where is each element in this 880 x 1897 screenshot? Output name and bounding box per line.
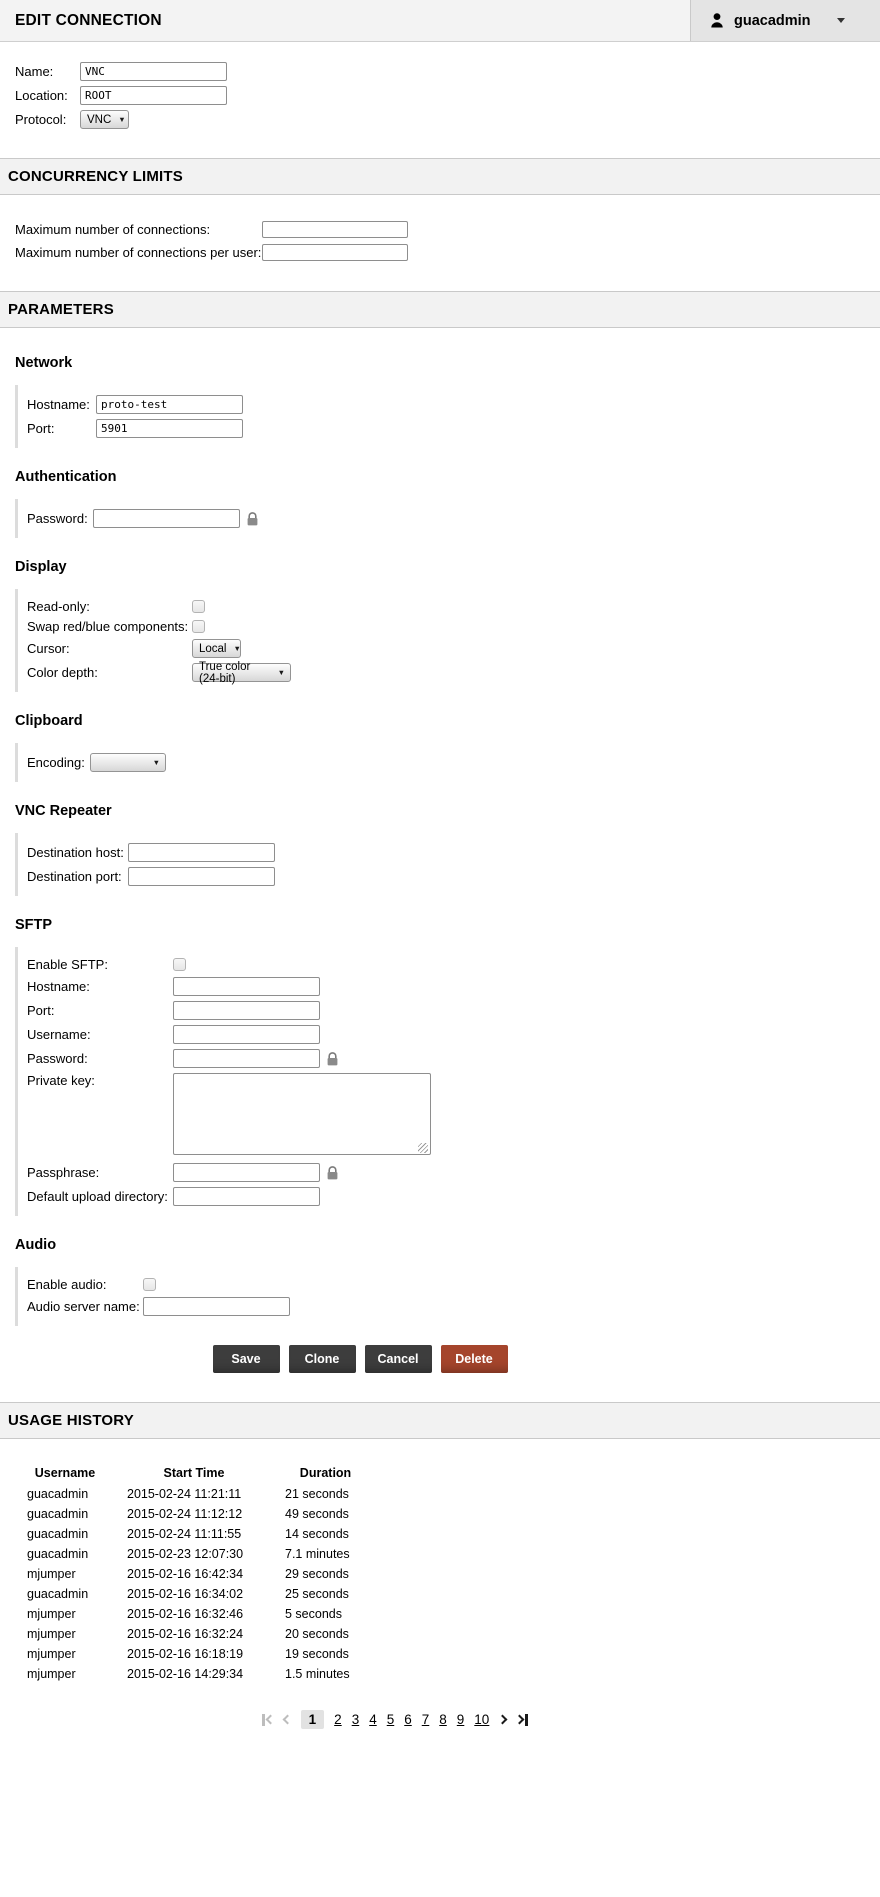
private-key-textarea[interactable] bbox=[173, 1073, 431, 1155]
usage-history-table bbox=[15, 1463, 378, 1684]
upload-directory-input[interactable] bbox=[173, 1187, 320, 1206]
sftp-username-row bbox=[27, 1025, 880, 1044]
user-menu-button[interactable] bbox=[690, 0, 880, 41]
username-cell: guacadmin bbox=[27, 1527, 89, 1541]
page-title: EDIT CONNECTION bbox=[15, 11, 162, 29]
readonly-label: Read-only: bbox=[27, 599, 90, 614]
top-bar bbox=[0, 0, 880, 42]
previous-page-icon[interactable] bbox=[284, 1716, 291, 1723]
display-field-group bbox=[15, 589, 880, 692]
enable-sftp-label: Enable SFTP: bbox=[27, 957, 108, 972]
user-name-label: guacadmin bbox=[734, 12, 811, 29]
start-time-cell: 2015-02-24 11:21:11 bbox=[127, 1487, 242, 1501]
sftp-password-row bbox=[27, 1049, 880, 1068]
enable-audio-label: Enable audio: bbox=[27, 1277, 107, 1292]
lock-icon bbox=[327, 1052, 338, 1066]
port-row bbox=[27, 419, 880, 438]
start-time-cell: 2015-02-23 12:07:30 bbox=[127, 1547, 244, 1561]
audio-server-input[interactable] bbox=[143, 1297, 290, 1316]
username-cell: mjumper bbox=[27, 1567, 76, 1581]
enable-sftp-row bbox=[27, 957, 880, 972]
page-link-9[interactable]: 9 bbox=[456, 1712, 465, 1727]
sftp-port-row bbox=[27, 1001, 880, 1020]
duration-cell: 1.5 minutes bbox=[285, 1667, 350, 1681]
protocol-selected-value: VNC bbox=[87, 113, 112, 126]
page-link-8[interactable]: 8 bbox=[439, 1712, 447, 1727]
action-buttons bbox=[0, 1345, 720, 1373]
cancel-button[interactable]: Cancel bbox=[365, 1345, 432, 1373]
enable-sftp-checkbox[interactable] bbox=[173, 958, 186, 971]
audio-server-label: Audio server name: bbox=[27, 1299, 140, 1314]
destination-host-input[interactable] bbox=[128, 843, 275, 862]
private-key-row bbox=[27, 1073, 880, 1158]
page-link-6[interactable]: 6 bbox=[404, 1712, 412, 1727]
concurrency-form bbox=[0, 195, 880, 291]
destination-port-input[interactable] bbox=[128, 867, 275, 886]
start-time-cell: 2015-02-16 16:34:02 bbox=[127, 1587, 244, 1601]
sftp-username-label: Username: bbox=[27, 1027, 91, 1042]
page-link-7[interactable]: 7 bbox=[421, 1712, 430, 1727]
username-cell: mjumper bbox=[27, 1627, 76, 1641]
table-row bbox=[15, 1524, 378, 1544]
table-row bbox=[15, 1644, 378, 1664]
page-link-2[interactable]: 2 bbox=[334, 1712, 342, 1727]
start-time-cell: 2015-02-16 16:18:19 bbox=[127, 1647, 244, 1661]
private-key-label: Private key: bbox=[27, 1073, 95, 1088]
duration-cell: 20 seconds bbox=[285, 1627, 349, 1641]
password-label: Password: bbox=[27, 511, 88, 526]
hostname-input[interactable] bbox=[96, 395, 243, 414]
hostname-label: Hostname: bbox=[27, 397, 90, 412]
cursor-row bbox=[27, 639, 880, 658]
passphrase-row bbox=[27, 1163, 880, 1182]
table-row bbox=[15, 1544, 378, 1564]
password-row bbox=[27, 509, 880, 528]
encoding-select[interactable] bbox=[90, 753, 166, 772]
pagination bbox=[15, 1710, 775, 1729]
passphrase-label: Passphrase: bbox=[27, 1165, 100, 1180]
save-button[interactable]: Save bbox=[213, 1345, 280, 1373]
max-connections-input[interactable] bbox=[262, 221, 408, 238]
port-label: Port: bbox=[27, 421, 55, 436]
next-page-icon[interactable] bbox=[499, 1716, 506, 1723]
destination-host-label: Destination host: bbox=[27, 845, 124, 860]
max-connections-per-user-input[interactable] bbox=[262, 244, 408, 261]
start-time-cell: 2015-02-16 16:42:34 bbox=[127, 1567, 244, 1581]
max-connections-per-user-label: Maximum number of connections per user: bbox=[15, 245, 262, 260]
username-cell: guacadmin bbox=[27, 1547, 89, 1561]
table-row bbox=[15, 1584, 378, 1604]
upload-directory-row bbox=[27, 1187, 880, 1206]
delete-button[interactable]: Delete bbox=[441, 1345, 508, 1373]
vnc-repeater-field-group bbox=[15, 833, 880, 896]
table-row bbox=[15, 1484, 378, 1504]
username-cell: mjumper bbox=[27, 1607, 76, 1621]
parameters-section-header: PARAMETERS bbox=[0, 291, 880, 328]
audio-subsection-title: Audio bbox=[15, 1237, 57, 1253]
max-connections-per-user-row bbox=[15, 244, 880, 261]
encoding-row bbox=[27, 753, 880, 772]
port-input[interactable] bbox=[96, 419, 243, 438]
color-depth-select[interactable] bbox=[192, 660, 291, 685]
duration-cell: 14 seconds bbox=[285, 1527, 349, 1541]
protocol-row bbox=[15, 110, 880, 129]
connection-general-form bbox=[0, 42, 880, 158]
authentication-field-group bbox=[15, 499, 880, 538]
display-subsection-title: Display bbox=[15, 559, 67, 575]
audio-server-row bbox=[27, 1297, 880, 1316]
enable-audio-checkbox[interactable] bbox=[143, 1278, 156, 1291]
table-header-row bbox=[15, 1463, 378, 1484]
first-page-icon[interactable] bbox=[262, 1714, 273, 1726]
destination-host-row bbox=[27, 843, 880, 862]
max-connections-row bbox=[15, 221, 880, 238]
start-time-cell: 2015-02-16 16:32:24 bbox=[127, 1627, 244, 1641]
sftp-port-label: Port: bbox=[27, 1003, 55, 1018]
username-cell: guacadmin bbox=[27, 1487, 89, 1501]
passphrase-input[interactable] bbox=[173, 1163, 320, 1182]
sftp-port-input[interactable] bbox=[173, 1001, 320, 1020]
duration-cell: 5 seconds bbox=[285, 1607, 342, 1621]
swap-colors-label: Swap red/blue components: bbox=[27, 619, 189, 634]
location-input[interactable] bbox=[80, 86, 227, 105]
max-connections-label: Maximum number of connections: bbox=[15, 222, 211, 237]
table-row bbox=[15, 1504, 378, 1524]
table-row bbox=[15, 1664, 378, 1684]
name-row bbox=[15, 62, 880, 81]
encoding-label: Encoding: bbox=[27, 755, 85, 770]
duration-cell: 7.1 minutes bbox=[285, 1547, 350, 1561]
sftp-hostname-row bbox=[27, 977, 880, 996]
duration-cell: 25 seconds bbox=[285, 1587, 349, 1601]
enable-audio-row bbox=[27, 1277, 880, 1292]
upload-directory-label: Default upload directory: bbox=[27, 1189, 168, 1204]
username-cell: mjumper bbox=[27, 1647, 76, 1661]
clone-button[interactable]: Clone bbox=[289, 1345, 356, 1373]
page-link-3[interactable]: 3 bbox=[351, 1712, 360, 1727]
clipboard-field-group bbox=[15, 743, 880, 782]
start-time-cell: 2015-02-24 11:12:12 bbox=[127, 1507, 243, 1521]
start-time-cell: 2015-02-16 16:32:46 bbox=[127, 1607, 244, 1621]
destination-port-label: Destination port: bbox=[27, 869, 122, 884]
duration-cell: 21 seconds bbox=[285, 1487, 349, 1501]
authentication-subsection-title: Authentication bbox=[15, 469, 117, 485]
page-link-5[interactable]: 5 bbox=[386, 1712, 395, 1727]
sftp-password-input[interactable] bbox=[173, 1049, 320, 1068]
caret-down-icon bbox=[837, 18, 845, 23]
concurrency-section-header: CONCURRENCY LIMITS bbox=[0, 158, 880, 195]
page-link-10[interactable]: 10 bbox=[474, 1712, 490, 1727]
sftp-subsection-title: SFTP bbox=[15, 917, 53, 933]
sftp-field-group bbox=[15, 947, 880, 1216]
start-time-cell: 2015-02-24 11:11:55 bbox=[127, 1527, 242, 1541]
table-row bbox=[15, 1604, 378, 1624]
column-header-start-time: Start Time bbox=[163, 1466, 225, 1480]
sftp-password-label: Password: bbox=[27, 1051, 88, 1066]
page-link-4[interactable]: 4 bbox=[369, 1712, 377, 1727]
color-depth-row bbox=[27, 660, 880, 685]
parameters-content bbox=[0, 328, 880, 1402]
sftp-hostname-label: Hostname: bbox=[27, 979, 90, 994]
cursor-label: Cursor: bbox=[27, 641, 70, 656]
location-row bbox=[15, 86, 880, 105]
username-cell: mjumper bbox=[27, 1667, 76, 1681]
audio-field-group bbox=[15, 1267, 880, 1326]
color-depth-selected-value: True color (24-bit) bbox=[199, 660, 251, 685]
column-header-duration: Duration bbox=[299, 1466, 352, 1480]
protocol-select[interactable] bbox=[80, 110, 129, 129]
protocol-label: Protocol: bbox=[15, 112, 67, 127]
lock-icon bbox=[327, 1166, 338, 1180]
page-current[interactable]: 1 bbox=[301, 1710, 325, 1729]
network-subsection-title: Network bbox=[15, 355, 73, 371]
username-cell: guacadmin bbox=[27, 1507, 89, 1521]
network-field-group bbox=[15, 385, 880, 448]
duration-cell: 49 seconds bbox=[285, 1507, 349, 1521]
location-label: Location: bbox=[15, 88, 68, 103]
cursor-selected-value: Local bbox=[199, 642, 227, 655]
swap-colors-checkbox[interactable] bbox=[192, 620, 205, 633]
clipboard-subsection-title: Clipboard bbox=[15, 713, 83, 729]
usage-history-content bbox=[0, 1439, 880, 1729]
swap-colors-row bbox=[27, 619, 880, 634]
last-page-icon[interactable] bbox=[516, 1714, 527, 1726]
person-icon bbox=[709, 12, 725, 29]
table-row bbox=[15, 1564, 378, 1584]
sftp-username-input[interactable] bbox=[173, 1025, 320, 1044]
start-time-cell: 2015-02-16 14:29:34 bbox=[127, 1667, 244, 1681]
color-depth-label: Color depth: bbox=[27, 665, 98, 680]
sftp-hostname-input[interactable] bbox=[173, 977, 320, 996]
column-header-username: Username bbox=[34, 1466, 96, 1480]
name-input[interactable] bbox=[80, 62, 227, 81]
usage-history-section-header: USAGE HISTORY bbox=[0, 1402, 880, 1439]
table-row bbox=[15, 1624, 378, 1644]
name-label: Name: bbox=[15, 64, 54, 79]
password-input[interactable] bbox=[93, 509, 240, 528]
readonly-row bbox=[27, 599, 880, 614]
hostname-row bbox=[27, 395, 880, 414]
duration-cell: 19 seconds bbox=[285, 1647, 349, 1661]
lock-icon bbox=[247, 512, 258, 526]
readonly-checkbox[interactable] bbox=[192, 600, 205, 613]
duration-cell: 29 seconds bbox=[285, 1567, 349, 1581]
username-cell: guacadmin bbox=[27, 1587, 89, 1601]
cursor-select[interactable] bbox=[192, 639, 241, 658]
vnc-repeater-subsection-title: VNC Repeater bbox=[15, 803, 112, 819]
destination-port-row bbox=[27, 867, 880, 886]
